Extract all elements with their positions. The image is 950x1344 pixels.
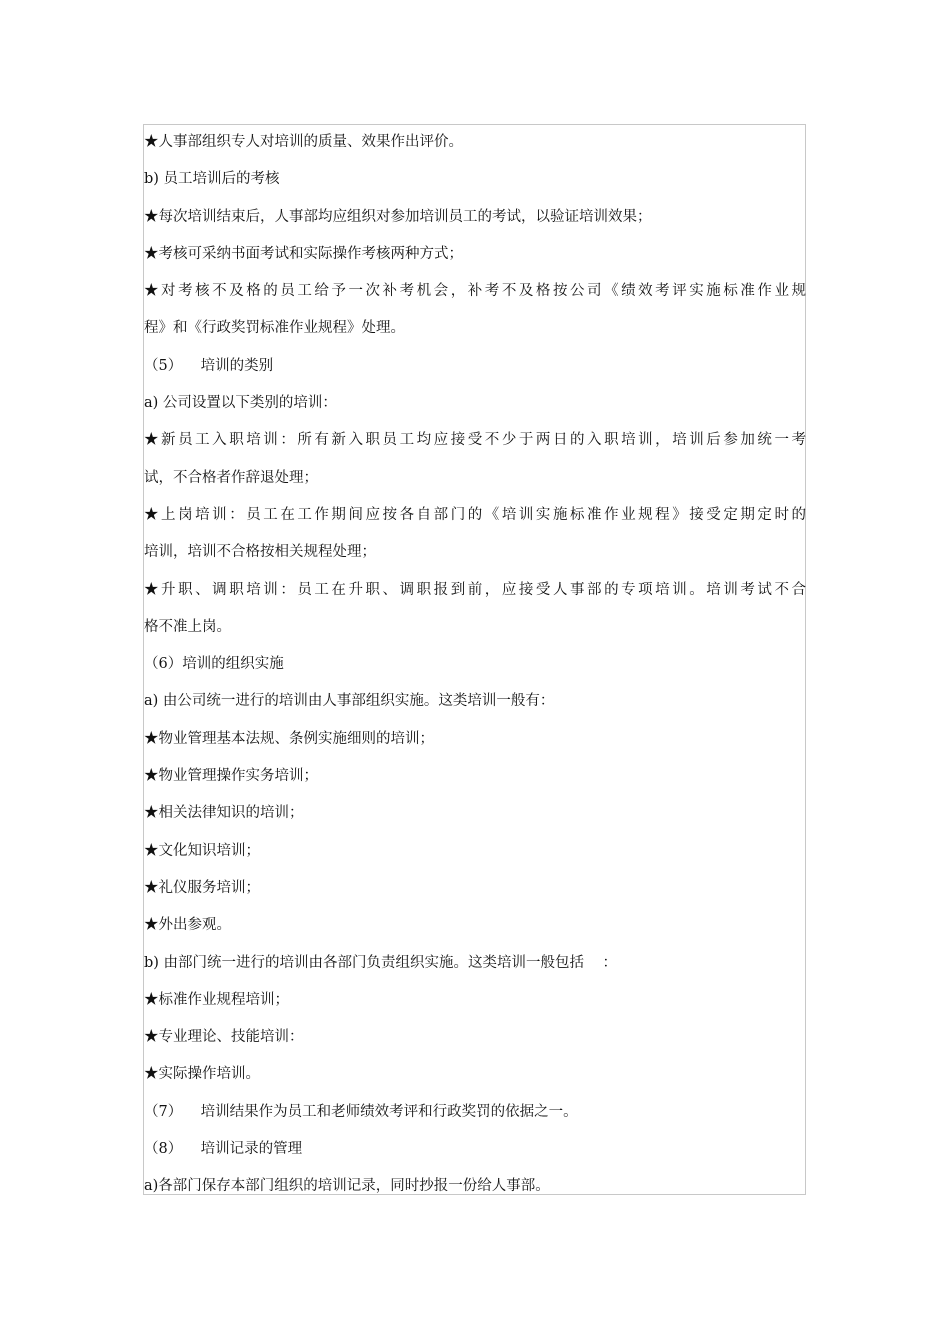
- text-line: b) 由部门统一进行的培训由各部门负责组织实施。这类培训一般包括 ：: [144, 954, 617, 971]
- text-line: （6）培训的组织实施: [144, 656, 284, 673]
- text-line: b) 员工培训后的考核: [144, 171, 280, 188]
- text-line: a)各部门保存本部门组织的培训记录，同时抄报一份给人事部。: [144, 1178, 550, 1195]
- text-line: ★标准作业规程培训；: [144, 991, 289, 1008]
- text-line: ★物业管理基本法规、条例实施细则的培训；: [144, 730, 434, 747]
- text-line: ★新员工入职培训：所有新入职员工均应接受不少于两日的入职培训，培训后参加统一考: [144, 432, 806, 449]
- text-line: ★文化知识培训；: [144, 842, 260, 859]
- text-line: ★礼仪服务培训；: [144, 879, 260, 896]
- text-line: ★相关法律知识的培训；: [144, 805, 304, 822]
- text-line: a) 公司设置以下类别的培训：: [144, 395, 337, 412]
- text-line: 程》和《行政奖罚标准作业规程》处理。: [144, 320, 405, 337]
- text-line: 试，不合格者作辞退处理；: [144, 469, 318, 486]
- text-line: ★实际操作培训。: [144, 1066, 260, 1083]
- text-line: （7） 培训结果作为员工和老师绩效考评和行政奖罚的依据之一。: [144, 1103, 578, 1120]
- text-line: ★每次培训结束后，人事部均应组织对参加培训员工的考试，以验证培训效果；: [144, 208, 652, 225]
- text-line: ★人事部组织专人对培训的质量、效果作出评价。: [144, 134, 463, 150]
- document-body: [144, 124, 809, 1206]
- text-line: ★对考核不及格的员工给予一次补考机会，补考不及格按公司《绩效考评实施标准作业规: [144, 283, 806, 300]
- text-line: 培训，培训不合格按相关规程处理；: [144, 544, 376, 561]
- text-line: ★外出参观。: [144, 917, 231, 934]
- text-line: a) 由公司统一进行的培训由人事部组织实施。这类培训一般有：: [144, 693, 555, 710]
- text-line: ★升职、调职培训：员工在升职、调职报到前，应接受人事部的专项培训。培训考试不合: [144, 581, 806, 598]
- text-line: （5） 培训的类别: [144, 357, 274, 374]
- text-line: ★考核可采纳书面考试和实际操作考核两种方式；: [144, 245, 463, 262]
- text-line: ★物业管理操作实务培训；: [144, 768, 318, 785]
- text-line: 格不准上岗。: [144, 618, 231, 635]
- text-line: （8） 培训记录的管理: [144, 1141, 303, 1158]
- text-line: ★上岗培训：员工在工作期间应按各自部门的《培训实施标准作业规程》接受定期定时的: [144, 506, 806, 523]
- text-line: ★专业理论、技能培训：: [144, 1029, 304, 1046]
